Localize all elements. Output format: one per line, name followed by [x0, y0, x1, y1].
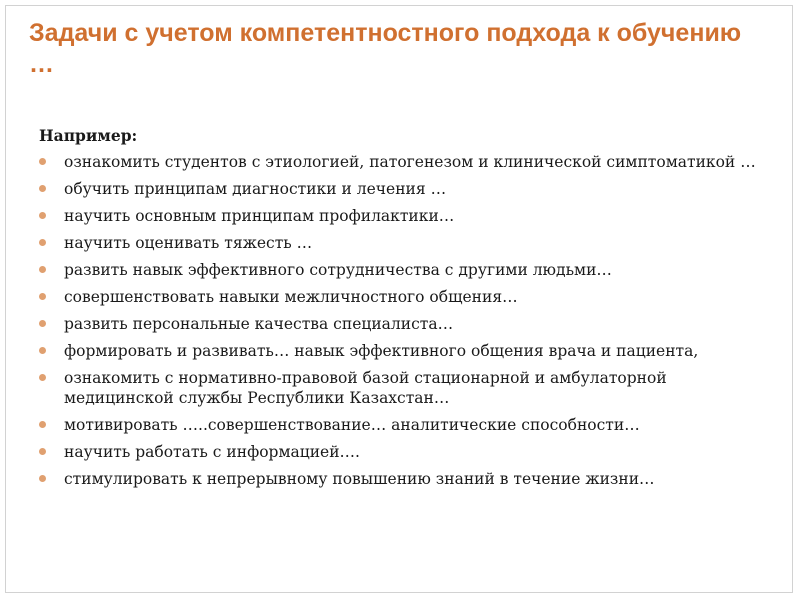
task-item [39, 415, 779, 435]
bullet-icon [39, 185, 46, 192]
task-text: развить персональные качества специалиста… [64, 315, 454, 333]
task-item [39, 260, 779, 280]
bullet-icon [39, 266, 46, 273]
slide-content [39, 126, 779, 496]
bullet-icon [39, 475, 46, 482]
task-item [39, 179, 779, 199]
bullet-icon [39, 374, 46, 381]
bullet-icon [39, 320, 46, 327]
bullet-icon [39, 212, 46, 219]
bullet-icon [39, 448, 46, 455]
task-text: стимулировать к непрерывному повышению знаний в течение жизни… [64, 470, 655, 488]
bullet-icon [39, 158, 46, 165]
task-item [39, 341, 779, 361]
bullet-icon [39, 293, 46, 300]
task-item [39, 287, 779, 307]
bullet-icon [39, 347, 46, 354]
task-item [39, 469, 779, 489]
task-text: научить основным принципам профилактики… [64, 207, 455, 225]
task-text: научить оценивать тяжесть … [64, 234, 313, 252]
task-text: обучить принципам диагностики и лечения … [64, 180, 447, 198]
intro-label: Например: [39, 126, 138, 145]
task-text: научить работать с информацией…. [64, 443, 360, 461]
slide-title-ellipsis: … [29, 50, 57, 78]
task-item [39, 442, 779, 462]
task-text: совершенствовать навыки межличностного общения… [64, 288, 518, 306]
bullet-icon [39, 421, 46, 428]
task-text: мотивировать …..совершенствование… аналитические способности… [64, 416, 640, 434]
slide [5, 5, 793, 593]
bullet-icon [39, 239, 46, 246]
task-item [39, 314, 779, 334]
task-text: развить навык эффективного сотрудничества с другими людьми… [64, 261, 612, 279]
slide-title [29, 18, 789, 80]
slide-title-text: Задачи с учетом компетентностного подхода к обучению [29, 19, 742, 47]
task-item [39, 368, 779, 408]
task-text: формировать и развивать… навык эффективного общения врача и пациента, [64, 342, 699, 360]
task-item [39, 233, 779, 253]
task-text: ознакомить с нормативно-правовой базой стационарной и амбулаторной медицинской службы Республики Казахстан… [64, 369, 667, 407]
task-list [39, 152, 779, 489]
task-text: ознакомить студентов с этиологией, патогенезом и клинической симптоматикой … [64, 153, 756, 171]
task-item [39, 152, 779, 172]
task-item [39, 206, 779, 226]
